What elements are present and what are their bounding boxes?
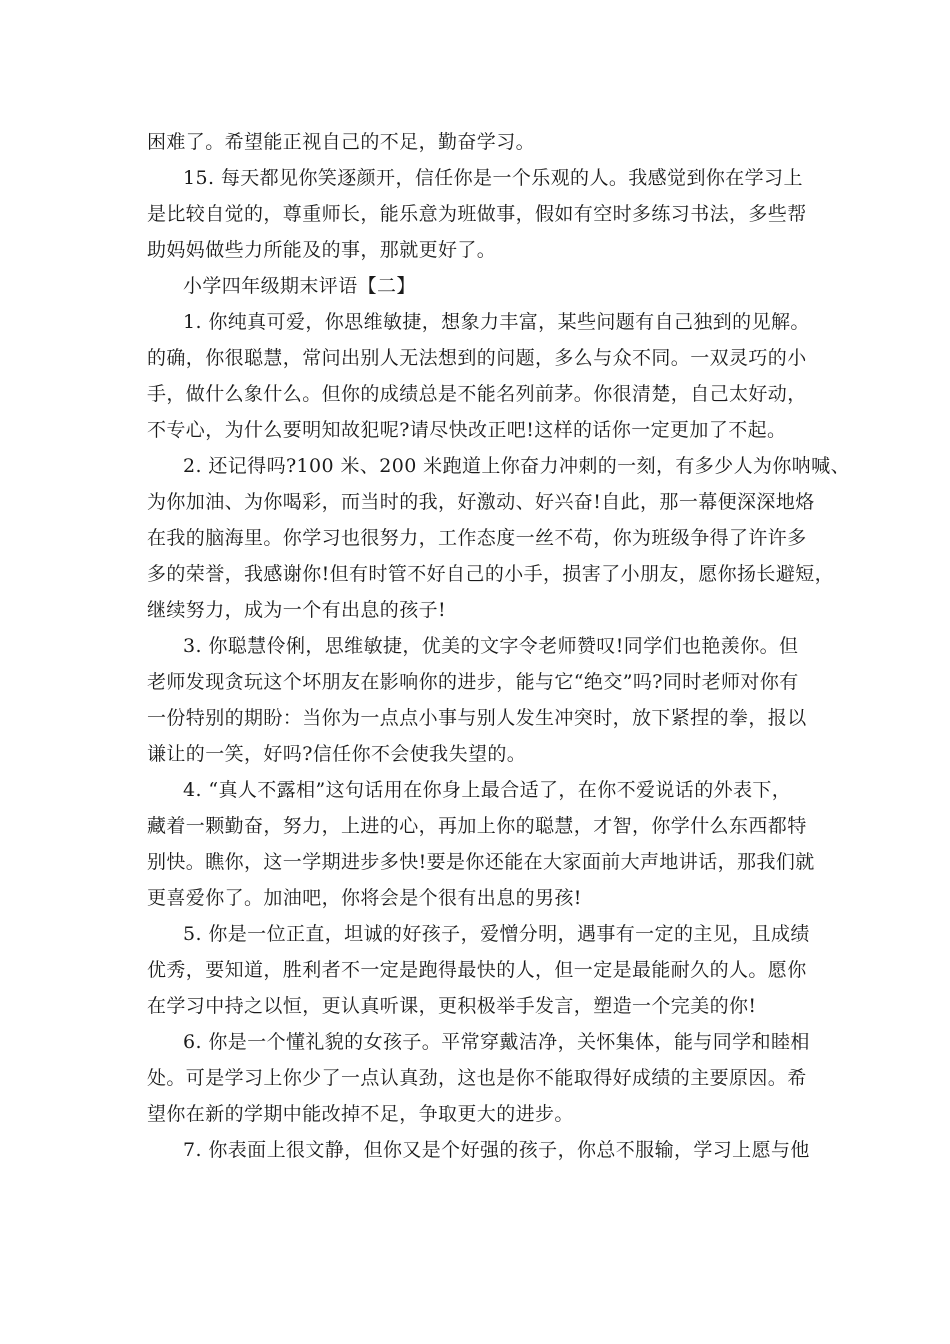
- paragraph-15-start: 15. 每天都见你笑逐颜开，信任你是一个乐观的人。我感觉到你在学习上: [183, 167, 803, 189]
- text-line: 的确，你很聪慧，常问出别人无法想到的问题，多么与众不同。一双灵巧的小: [147, 347, 807, 369]
- text-line: 优秀，要知道，胜利者不一定是跑得最快的人，但一定是最能耐久的人。愿你: [147, 959, 807, 981]
- paragraph-3-start: 3. 你聪慧伶俐，思维敏捷，优美的文字令老师赞叹!同学们也艳羡你。但: [183, 635, 799, 657]
- text-line: 手，做什么象什么。但你的成绩总是不能名列前茅。你很清楚，自己太好动，: [147, 383, 807, 405]
- text-line: 老师发现贪玩这个坏朋友在影响你的进步，能与它“绝交”吗?同时老师对你有: [147, 671, 799, 693]
- paragraph-7-start: 7. 你表面上很文静，但你又是个好强的孩子，你总不服输，学习上愿与他: [183, 1139, 810, 1161]
- text-line: 为你加油、为你喝彩，而当时的我，好激动、好兴奋!自此，那一幕便深深地烙: [147, 491, 815, 513]
- text-line: 困难了。希望能正视自己的不足，勤奋学习。: [147, 131, 536, 153]
- text-line: 不专心，为什么要明知故犯呢?请尽快改正吧!这样的话你一定更加了不起。: [147, 419, 787, 441]
- text-line: 别快。瞧你，这一学期进步多快!要是你还能在大家面前大声地讲话，那我们就: [147, 851, 815, 873]
- section-heading: 小学四年级期末评语【二】: [183, 275, 416, 297]
- text-line: 在学习中持之以恒，更认真听课，更积极举手发言，塑造一个完美的你!: [147, 995, 757, 1017]
- paragraph-5-start: 5. 你是一位正直，坦诚的好孩子，爱憎分明，遇事有一定的主见，且成绩: [183, 923, 810, 945]
- text-line: 谦让的一笑，好吗?信任你不会使我失望的。: [147, 743, 527, 765]
- text-line: 在我的脑海里。你学习也很努力，工作态度一丝不苟，你为班级争得了许许多: [147, 527, 807, 549]
- text-line: 一份特别的期盼：当你为一点点小事与别人发生冲突时，放下紧捏的拳，报以: [147, 707, 807, 729]
- paragraph-6-start: 6. 你是一个懂礼貌的女孩子。平常穿戴洁净，关怀集体，能与同学和睦相: [183, 1031, 810, 1053]
- paragraph-4-start: 4. “真人不露相”这句话用在你身上最合适了，在你不爱说话的外表下，: [183, 779, 792, 801]
- text-line: 处。可是学习上你少了一点认真劲，这也是你不能取得好成绩的主要原因。希: [147, 1067, 807, 1089]
- text-line: 更喜爱你了。加油吧，你将会是个很有出息的男孩!: [147, 887, 582, 909]
- text-line: 藏着一颗勤奋，努力，上进的心，再加上你的聪慧，才智，你学什么东西都特: [147, 815, 807, 837]
- paragraph-1-start: 1. 你纯真可爱，你思维敏捷，想象力丰富，某些问题有自己独到的见解。: [183, 311, 810, 333]
- text-line: 是比较自觉的，尊重师长，能乐意为班做事，假如有空时多练习书法，多些帮: [147, 203, 807, 225]
- text-line: 望你在新的学期中能改掉不足，争取更大的进步。: [147, 1103, 574, 1125]
- text-line: 继续努力，成为一个有出息的孩子!: [147, 599, 447, 621]
- text-line: 多的荣誉，我感谢你!但有时管不好自己的小手，损害了小朋友，愿你扬长避短，: [147, 563, 835, 585]
- paragraph-2-start: 2. 还记得吗?100 米、200 米跑道上你奋力冲刺的一刻，有多少人为你呐喊、: [183, 455, 850, 477]
- text-line: 助妈妈做些力所能及的事，那就更好了。: [147, 239, 497, 261]
